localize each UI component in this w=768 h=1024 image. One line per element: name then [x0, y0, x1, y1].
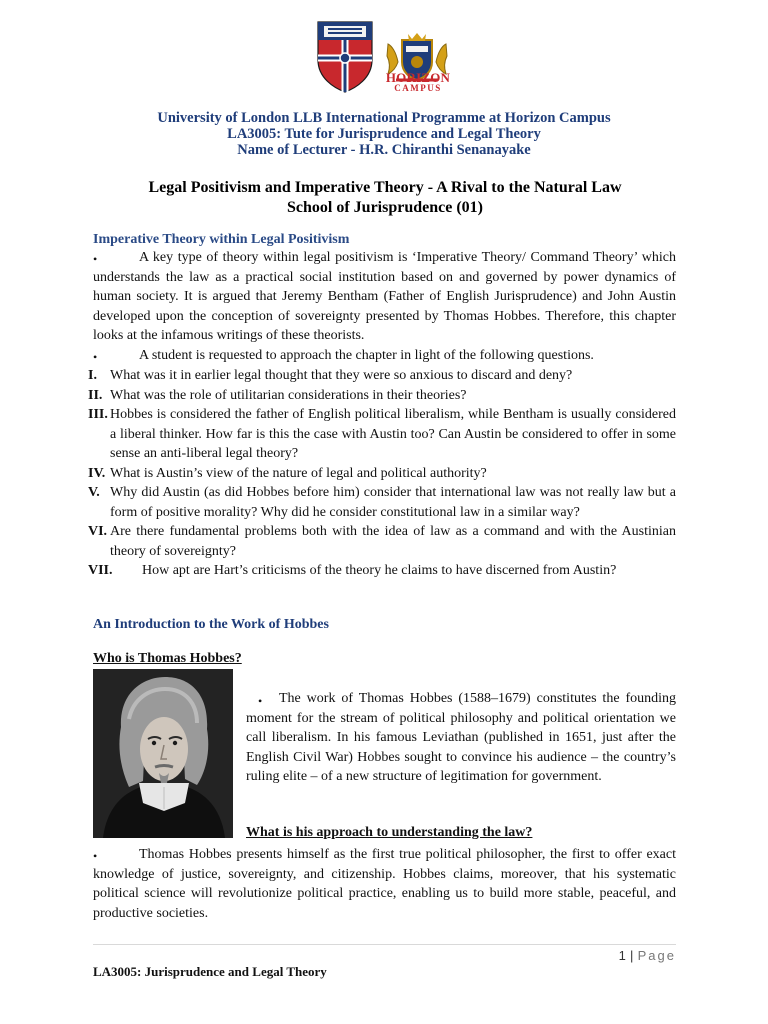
question-number: VII. — [88, 563, 113, 578]
bullet-icon: • — [93, 849, 98, 863]
question-item — [88, 405, 676, 464]
section-heading-text: Imperative Theory within Legal Positivism — [93, 232, 350, 247]
title-line2: School of Jurisprudence (01) — [287, 199, 483, 216]
question-text: Hobbes is considered the father of English political liberalism, while Bentham is usually considered a liberal thinker. How far is this the case with Austin too? Can Austin be considered to offer in some sense an anti-liberal legal theory? — [110, 407, 676, 461]
who-is-hobbes-heading: Who is Thomas Hobbes? — [93, 651, 242, 666]
page-number — [619, 948, 676, 963]
footer-course-title: LA3005: Jurisprudence and Legal Theory — [93, 964, 327, 979]
horizon-wordmark-line2: CAMPUS — [394, 83, 442, 93]
document-header — [0, 110, 768, 158]
question-number: IV. — [88, 465, 106, 481]
thomas-hobbes-portrait — [93, 669, 233, 838]
question-number: VI. — [88, 524, 108, 539]
question-item — [88, 366, 676, 386]
bullet-icon: • — [93, 350, 98, 364]
university-of-london-crest-icon — [316, 20, 374, 94]
programme-line: University of London LLB International Programme at Horizon Campus — [157, 110, 611, 126]
logo-group — [316, 20, 456, 96]
who-is-hobbes-paragraph: The work of Thomas Hobbes (1588–1679) constitutes the founding moment for the stream of political philosophy and political orientation we call liberalism. In his famous Leviathan (published in 1651, just after the English Civil War) Hobbes sought to convince his audience – the country’s ruling elite – of a new structure of legitimation for government. — [246, 691, 676, 785]
question-text: How apt are Hart’s criticisms of the theory he claims to have discerned from Austin? — [142, 563, 617, 578]
course-line: LA3005: Tute for Jurisprudence and Legal Theory — [227, 126, 541, 142]
question-text: What is Austin’s view of the nature of legal and political authority? — [110, 465, 487, 481]
bullet-icon: • — [93, 252, 98, 266]
section-heading-imperative-theory — [93, 232, 349, 248]
bullet-icon: • — [258, 694, 263, 708]
question-text: Why did Austin (as did Hobbes before him) consider that international law was not really law but a form of positive morality? Why did he consider constitutional law in a similar way? — [110, 485, 676, 520]
question-number: V. — [88, 485, 100, 500]
approach-to-law-paragraph: Thomas Hobbes presents himself as the first true political philosopher, the first to offer exact knowledge of justice, sovereignty, and citizenship. Hobbes claims, moreover, that his systematic political science will revolutionize political practice, enabling us to build more stable, peaceful, and productive societies. — [93, 847, 676, 921]
horizon-campus-wordmark — [382, 72, 454, 94]
page-label: Page — [637, 948, 676, 963]
question-text: What was it in earlier legal thought that they were so anxious to discard and deny? — [110, 368, 573, 383]
page-number-separator: | — [630, 948, 634, 963]
question-text: What was the role of utilitarian considerations in their theories? — [110, 387, 467, 403]
page-number-value: 1 — [618, 948, 627, 963]
section-heading-hobbes: An Introduction to the Work of Hobbes — [93, 617, 329, 632]
question-number: I. — [88, 368, 97, 383]
horizon-wordmark-line1: HORIZON — [385, 70, 451, 85]
footer-divider — [93, 944, 676, 945]
question-item — [88, 386, 676, 406]
question-number: III. — [88, 407, 108, 422]
question-text: Are there fundamental problems both with the idea of law as a command and with the Austinian theory of sovereignty? — [110, 524, 676, 559]
student-instruction-paragraph: A student is requested to approach the chapter in light of the following questions. — [139, 348, 594, 363]
imperative-theory-paragraph: A key type of theory within legal positivism is ‘Imperative Theory/ Command Theory’ which understands the law as a practical social institution based on and governed by power dynamics of human society. It is argued that Jeremy Bentham (Father of English Jurisprudence) and John Austin developed upon the conception of sovereignty presented by Thomas Hobbes. Therefore, this chapter looks at the infamous writings of these theorists. — [93, 250, 676, 344]
question-item — [88, 464, 676, 484]
question-item — [88, 561, 676, 581]
question-number: II. — [88, 387, 103, 403]
question-list — [88, 366, 676, 581]
question-item — [88, 483, 676, 522]
title-line1: Legal Positivism and Imperative Theory - A Rival to the Natural Law — [148, 179, 622, 196]
lecturer-line: Name of Lecturer - H.R. Chiranthi Senanayake — [237, 142, 531, 158]
document-title — [60, 178, 710, 218]
question-item — [88, 522, 676, 561]
approach-to-law-heading: What is his approach to understanding the law? — [246, 825, 533, 840]
